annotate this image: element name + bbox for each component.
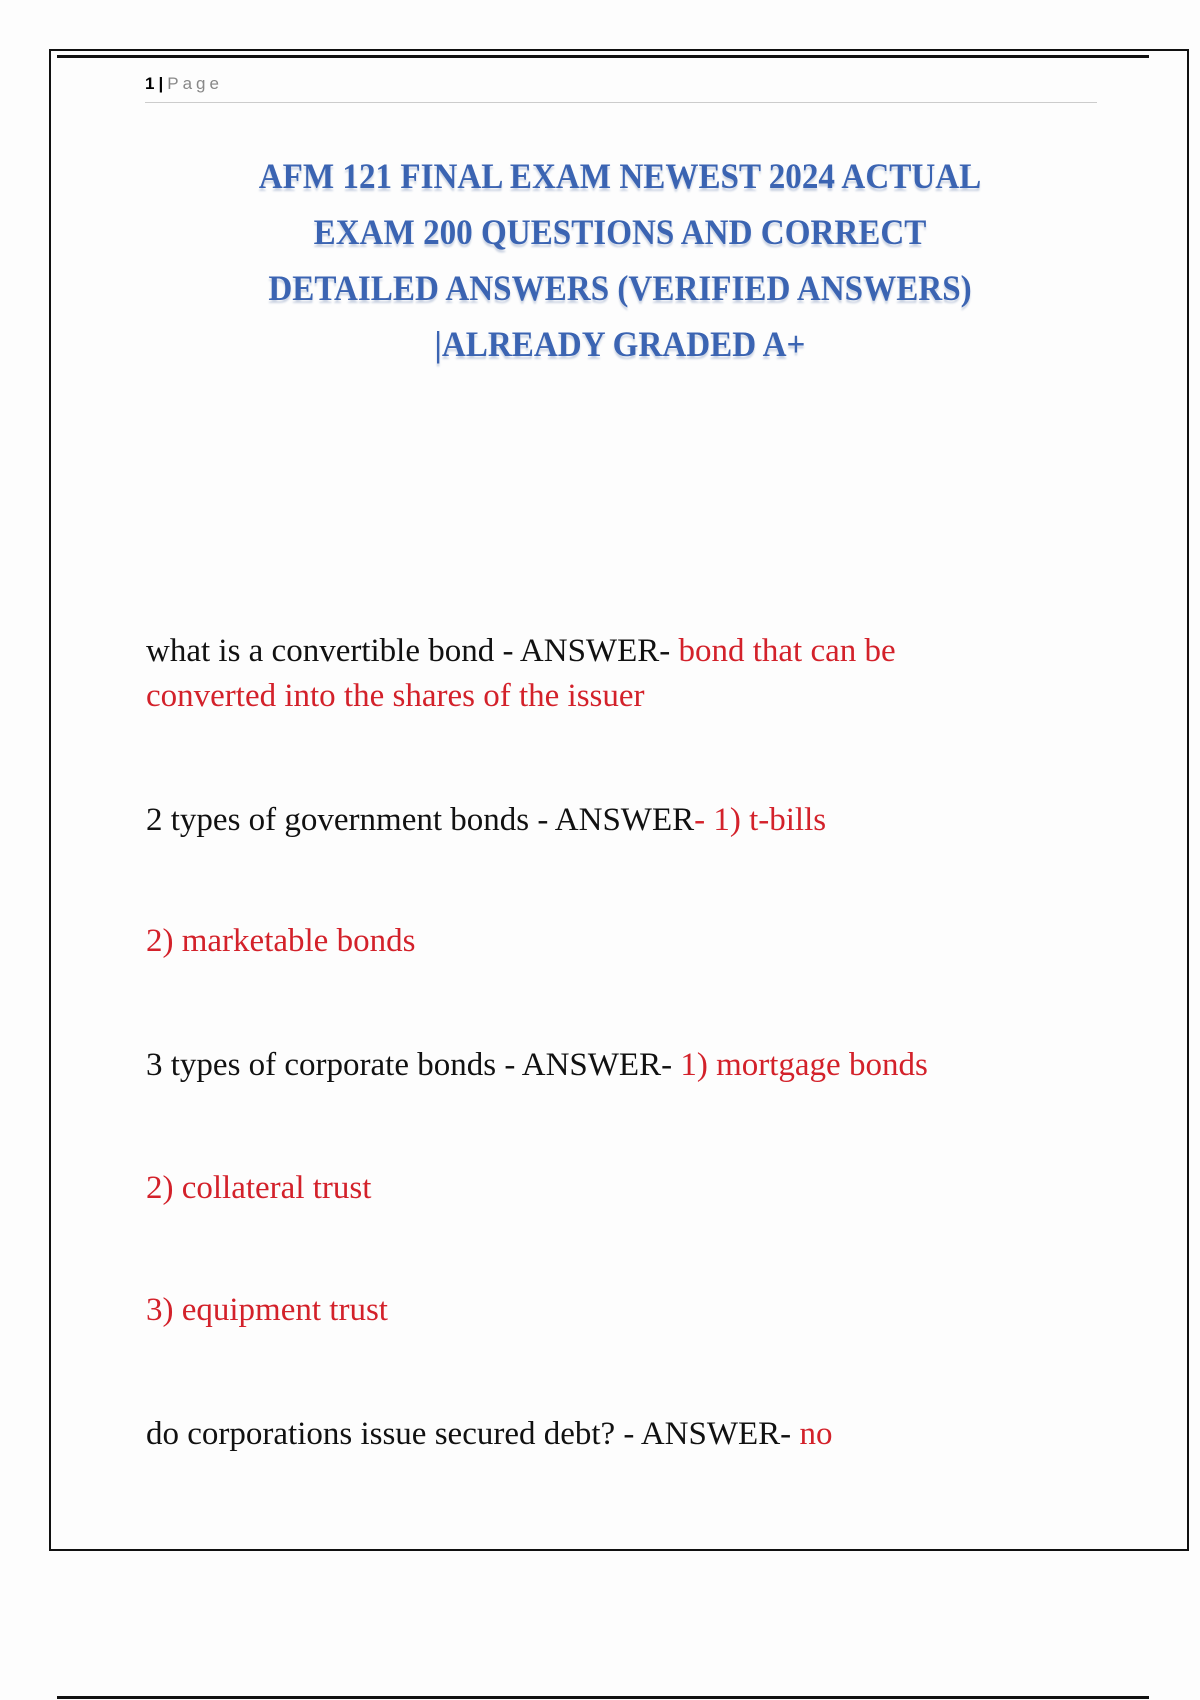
answer-text: 2) marketable bonds bbox=[146, 923, 416, 959]
header-rule bbox=[145, 102, 1097, 103]
bottom-rule bbox=[57, 1696, 1149, 1699]
title-line: EXAM 200 QUESTIONS AND CORRECT bbox=[313, 212, 927, 252]
question-text: do corporations issue secured debt? - ANSWER- bbox=[146, 1416, 800, 1452]
title-line: |ALREADY GRADED A+ bbox=[434, 324, 806, 364]
title-line: DETAILED ANSWERS (VERIFIED ANSWERS) bbox=[268, 268, 972, 308]
page-number: 1 bbox=[145, 74, 155, 93]
top-rule bbox=[57, 55, 1149, 58]
answer-text: converted into the shares of the issuer bbox=[146, 678, 645, 714]
answer-text: no bbox=[799, 1416, 833, 1452]
title-line: AFM 121 FINAL EXAM NEWEST 2024 ACTUAL bbox=[258, 156, 982, 196]
qa-question bbox=[146, 802, 826, 839]
answer-text: - 1) t-bills bbox=[694, 802, 827, 838]
page-header bbox=[145, 74, 223, 94]
answer-text: 2) collateral trust bbox=[146, 1170, 372, 1206]
answer-text: 1) mortgage bonds bbox=[680, 1047, 928, 1083]
document-title bbox=[188, 148, 1053, 372]
page-label: Page bbox=[167, 74, 223, 93]
answer-text: 3) equipment trust bbox=[146, 1292, 388, 1328]
question-text: 3 types of corporate bonds - ANSWER- bbox=[146, 1047, 681, 1083]
qa-question bbox=[146, 1047, 928, 1084]
header-separator: | bbox=[158, 74, 164, 93]
question-text: 2 types of government bonds - ANSWER bbox=[146, 802, 695, 838]
qa-question bbox=[146, 1416, 832, 1453]
question-text: what is a convertible bond - ANSWER- bbox=[146, 633, 679, 669]
answer-text: bond that can be bbox=[678, 633, 896, 669]
qa-question bbox=[146, 633, 896, 670]
